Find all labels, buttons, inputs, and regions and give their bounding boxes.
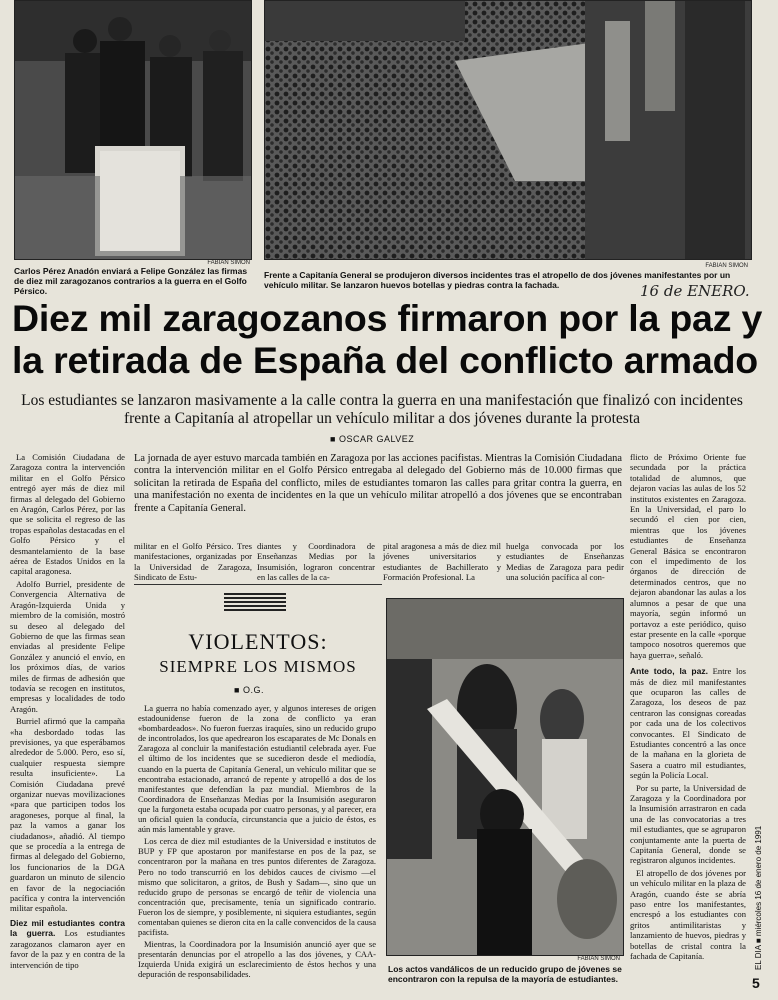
right-col-runin: Ante todo, la paz. (630, 666, 708, 677)
left-col-p4-wrap (10, 918, 125, 970)
headline-line-2: la retirada de España del conflicto armado (12, 339, 758, 381)
right-col-p1: flicto de Próximo Oriente fue secundada por la práctica totalidad de alumnos, que dejaron vacías las aulas de los 52 institutos existentes en Zaragoza. En la Universidad, el paro lo secundó el cien por cien, mientras que los jóvenes estudiantes de Enseñanza General Básica se encontraron con el impedimento de los órganos de dirección de determinados centros, que no dejaron abandonar las aulas a los alumnos a pesar de que una mayoría, según informó un portavoz a este periódico, quiso estar presente en la calle «porque tampoco nosotros queremos que haya guerra», señaló. (630, 452, 746, 660)
page-number: 5 (752, 975, 760, 991)
left-col-p3: Burriel afirmó que la campaña «ha desbordado todas las previsiones, ya que esperábamos alrededor de 5.000. Pero, eso sí, cualquier respuesta siempre resulta insuficiente». La Comisión Ciudadana prevé organizar nuevas movilizaciones «para que participen todos los aragoneses, porque al final, la paz la vamos a ganar los ciudadanos», añadió. Al tiempo que se procedía a la entrega de firmas al delegado del Gobierno, los funcionarios de la DGA guardaron un minuto de silencio en favor de la negociación pacífica y contra la intervención militar española. (10, 716, 125, 914)
photo-bottom-caption: Los actos vandálicos de un reducido grupo de jóvenes se encontraron con la repulsa de la mayoría de estudiantes. (388, 964, 622, 984)
box-title: VIOLENTOS: (188, 629, 328, 654)
photo-right-credit: FABIAN SIMON (705, 263, 748, 269)
box-decor-stripes (224, 593, 286, 613)
mid-col-3: pital aragonesa a más de diez mil jóvenes universitarios y estudiantes de Bachillerato y Formación Profesional. La (383, 541, 501, 583)
lead-text: La jornada de ayer estuvo marcada también en Zaragoza por las acciones pacifistas. Mientras la Comisión Ciudadana contra la intervención militar en el Golfo Pérsico entregaba al delegado del Gobierno más de 10.000 firmas que solicitan la retirada de España del conflicto, miles de estudiantes tomaron las calles para gritar contra la guerra, en una manifestación no exenta de incidentes en la que un vehículo militar atropelló a dos jóvenes que se encontraban frente a Capitanía General. (134, 453, 622, 514)
photo-left-credit: FABIAN SIMON (207, 260, 250, 266)
press-conference-image (15, 1, 251, 259)
right-col-p2-wrap (630, 666, 746, 780)
box-body (138, 703, 376, 993)
left-col-p1: La Comisión Ciudadana de Zaragoza contra la intervención militar en el Golfo Pérsico entregó ayer más de diez mil firmas al delegado del Gobierno en Aragón, Carlos Pérez, por las que se solicita el regreso de las tropas españolas destacadas en el Golfo Pérsico y el desmantelamiento de la base aérea de Estados Unidos en la capital aragonesa. (10, 452, 125, 577)
right-col-p4: El atropello de dos jóvenes por un vehículo militar en la plaza de Aragón, cuando éste se abría paso entre los manifestantes, encrespó a los estudiantes con gritos antimilitaristas y lanzamiento de huevos, piedras y botellas de cristal contra la fachada de Capitanía. (630, 867, 746, 962)
right-column (630, 452, 746, 992)
box-p3: Mientras, la Coordinadora por la Insumisión anunció ayer que se presentarán denuncias por el atropello a las dos jóvenes, y CAA-Izquierda Unida exigirá un esclarecimiento de éstos hechos y una depuración de responsabilidades. (138, 939, 376, 980)
photo-right-caption: Frente a Capitanía General se produjeron diversos incidentes tras el atropello de dos jóvenes manifestantes por un vehículo militar. Se lanzaron huevos botellas y piedras contra la fachada. (264, 270, 731, 290)
box-byline (234, 685, 264, 695)
mid-col-2: diantes y Coordinadora de Enseñanzas Medias por la Insumisión, lograron concentrar en las calles de la ca- (257, 541, 375, 583)
mid-col-4: huelga convocada por los estudiantes de Enseñanzas Medias de Zaragoza para pedir una solución pacífica al con- (506, 541, 624, 583)
byline (330, 434, 414, 444)
mid-col-1: militar en el Golfo Pérsico. Tres manifestaciones, organizadas por la Universidad de Zaragoza, Sindicato de Estu- (134, 541, 252, 583)
headline-line-1: Diez mil zaragozanos firmaron por la paz y (12, 297, 763, 339)
subheadline: Los estudiantes se lanzaron masivamente a la calle contra la guerra en una manifestación que finalizó con incidentes frente a Capitanía al atropellar un vehículo militar a dos jóvenes durante la protesta (21, 392, 743, 427)
box-byline-name: O.G. (242, 685, 264, 695)
byline-name: OSCAR GALVEZ (338, 434, 415, 444)
right-col-p2: Entre los más de diez mil manifestantes que ocuparon las calles de Zaragoza, los deseos de paz centraron las consignas coreadas por cada una de los colectivos convocantes. El Sindicato de Estudiantes concentró a las once de la mañana en la glorieta de Sasera a cuatro mil estudiantes, según la Policía Local. (630, 666, 746, 781)
handwritten-date: 16 de ENERO. (640, 282, 750, 300)
photo-left-caption: Carlos Pérez Anadón enviará a Felipe González las firmas de diez mil zaragozanos contrarios a la guerra en el Golfo Pérsico. (14, 266, 248, 296)
photo-vandals (386, 598, 624, 956)
left-col-p4: Los estudiantes zaragozanos clamaron ayer en favor de la paz y en contra de la intervención de tipo (10, 928, 125, 970)
crowd-image (265, 1, 751, 259)
photo-bottom-credit: FABIAN SIMON (577, 956, 620, 962)
photo-crowd (264, 0, 752, 260)
box-p2: Los cerca de diez mil estudiantes de la Universidad e institutos de BUP y FP que apostaron por manifestarse en pos de la paz, se concentraron por la mañana en tres puntos diferentes de Zaragoza. Pero no todo transcurrió en los debidos cauces de civismo —el mismo que solicitaron, a gritos, de Bush y Sadam—, sino que un reducido grupo de personas se encargó de teñir de violencia una concentración que, precisamente, tenía un significado contrario. Fueron los de siempre, y posiblemente, ni siquiera estudiantes, según comentaban quienes se dieron cita en la calle convencidos de la causa pacifista. (138, 836, 376, 938)
edge-dateline: EL DIA ■ miércoles 16 de enero de 1991 (754, 825, 763, 970)
byline-bullet: ■ (330, 434, 339, 444)
box-p1: La guerra no había comenzado ayer, y algunos intereses de origen estadounidense fueron de la zona de conflicto ya eran «bombardeados». No fueron fuerzas iraquíes, sino un reducido grupo de incontrolados, los que apedrearon los escaparates de Mc Donals en Zaragoza al concluir la manifestación estudiantil celebrada ayer. Fue el último de los incidentes que se sucedieron desde el mediodía, cuando en la puerta de Capitanía General, un vehículo militar que se encontraba estacionado, arrancó de repente y atropelló a dos de los manifestantes que defendían la paz mundial. Miembros de la Coordinadora de Enseñanzas Medias por la Insumisión aseguraron que la furgoneta estaba ocupada por cuatro personas, y al parecer, era un oficial quien la conducía, circunstancia que a juicio de éstos, es aún más lamentable y grave. (138, 703, 376, 835)
left-col-p2: Adolfo Burriel, presidente de Convergencia Alternativa de Aragón-Izquierda Unida y miembro de la comisión, mostró su deseo al delegado del Gobierno de que las firmas sean enviadas al presidente Felipe González y anunció el envío, en los próximos días, de varios miles de firmas de adhesión que todavía se recogen en institutos, empresas y localidades de todo Aragón. (10, 578, 125, 714)
left-column (10, 452, 125, 1000)
photo-press-conference (14, 0, 252, 260)
box-subtitle: SIEMPRE LOS MISMOS (159, 657, 357, 676)
right-col-p3: Por su parte, la Universidad de Zaragoza y la Coordinadora por la Insumisión arrastraron en cada una de las convocatorias a tres mil estudiantes, que se agruparon conjuntamente ante la puerta de Capitanía General, donde se registraron algunos incidentes. (630, 782, 746, 866)
violentos-box (134, 584, 382, 995)
vandals-image (387, 599, 623, 955)
box-byline-bullet: ■ (234, 685, 243, 695)
left-col-runin: Diez mil estudiantes contra la guerra. (10, 917, 125, 939)
